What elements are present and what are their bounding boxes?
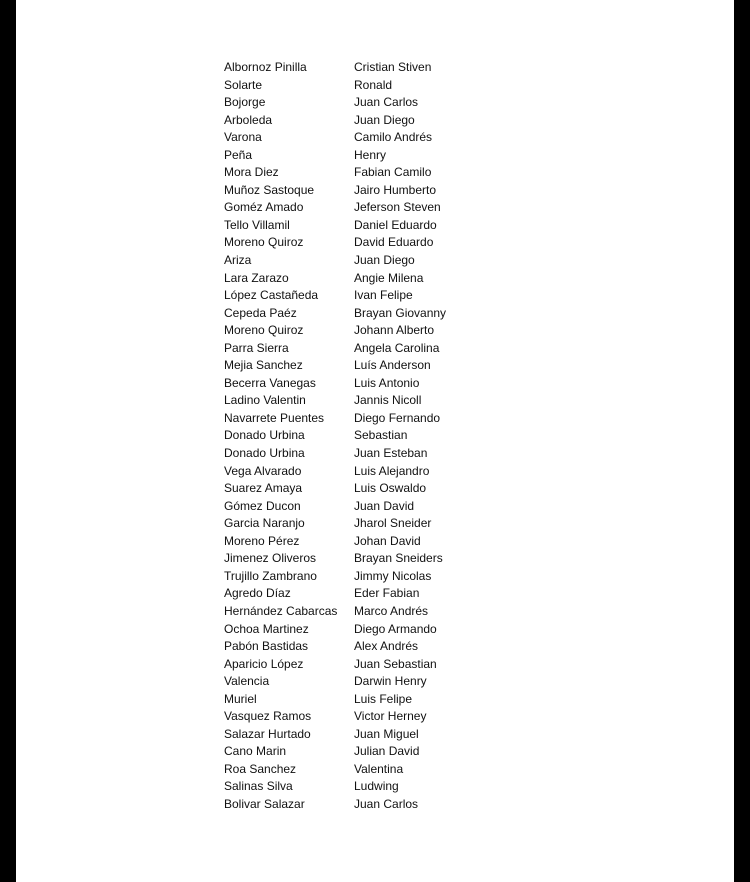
surname-cell: Peña bbox=[224, 147, 253, 162]
surname-cell: Muñoz Sastoque bbox=[224, 182, 315, 197]
name-row bbox=[224, 427, 446, 445]
given-name-cell: Valentina bbox=[354, 761, 404, 776]
given-name-cell: Sebastian bbox=[354, 428, 408, 443]
surname-cell: Bojorge bbox=[224, 95, 266, 110]
surname-cell: Roa Sanchez bbox=[224, 761, 297, 776]
name-row bbox=[224, 550, 446, 568]
surname-cell: Ariza bbox=[224, 253, 252, 268]
name-row bbox=[224, 638, 446, 656]
surname-cell: Navarrete Puentes bbox=[224, 410, 325, 425]
surname-cell: Garcia Naranjo bbox=[224, 516, 305, 531]
surname-cell: Mora Diez bbox=[224, 165, 279, 180]
given-name-cell: Juan Miguel bbox=[354, 726, 419, 741]
given-name-cell: Angela Carolina bbox=[354, 340, 440, 355]
given-name-cell: Juan Diego bbox=[354, 112, 415, 127]
given-name-cell: Darwin Henry bbox=[354, 674, 427, 689]
surname-cell: Lara Zarazo bbox=[224, 270, 289, 285]
name-row bbox=[224, 708, 446, 726]
given-name-cell: Brayan Sneiders bbox=[354, 551, 443, 566]
surname-cell: López Castañeda bbox=[224, 288, 319, 303]
given-name-cell: Ivan Felipe bbox=[354, 288, 413, 303]
name-row bbox=[224, 445, 446, 463]
given-name-cell: Angie Milena bbox=[354, 270, 424, 285]
given-name-cell: Eder Fabian bbox=[354, 586, 420, 601]
given-name-cell: Brayan Giovanny bbox=[354, 305, 447, 320]
given-name-cell: Juan Sebastian bbox=[354, 656, 437, 671]
given-name-cell: Johan David bbox=[354, 533, 421, 548]
name-row bbox=[224, 761, 446, 779]
surname-cell: Jimenez Oliveros bbox=[224, 551, 317, 566]
given-name-cell: Johann Alberto bbox=[354, 323, 435, 338]
surname-cell: Parra Sierra bbox=[224, 340, 289, 355]
name-row bbox=[224, 322, 446, 340]
given-name-cell: Diego Fernando bbox=[354, 410, 441, 425]
surname-cell: Agredo Díaz bbox=[224, 586, 291, 601]
given-name-cell: Alex Andrés bbox=[354, 639, 419, 654]
name-row bbox=[224, 234, 446, 252]
name-row bbox=[224, 129, 446, 147]
given-name-cell: Juan Carlos bbox=[354, 95, 419, 110]
name-row bbox=[224, 287, 446, 305]
surname-cell: Trujillo Zambrano bbox=[224, 568, 317, 583]
name-row bbox=[224, 340, 446, 358]
name-row bbox=[224, 621, 446, 639]
name-row bbox=[224, 357, 446, 375]
surname-cell: Valencia bbox=[224, 674, 270, 689]
name-row bbox=[224, 392, 446, 410]
given-name-cell: Jimmy Nicolas bbox=[354, 568, 432, 583]
given-name-cell: Juan Esteban bbox=[354, 446, 428, 461]
name-row bbox=[224, 533, 446, 551]
given-name-cell: Juan Carlos bbox=[354, 796, 419, 811]
document-page bbox=[16, 0, 734, 882]
surname-cell: Tello Villamil bbox=[224, 217, 290, 232]
given-name-cell: Jeferson Steven bbox=[354, 200, 441, 215]
given-name-cell: Jharol Sneider bbox=[354, 516, 432, 531]
given-name-cell: Luis Oswaldo bbox=[354, 481, 427, 496]
surname-cell: Moreno Pérez bbox=[224, 533, 300, 548]
given-name-cell: Juan David bbox=[354, 498, 415, 513]
name-row bbox=[224, 147, 446, 165]
name-row bbox=[224, 463, 446, 481]
surname-cell: Ladino Valentin bbox=[224, 393, 306, 408]
surname-cell: Moreno Quiroz bbox=[224, 235, 304, 250]
given-name-cell: Daniel Eduardo bbox=[354, 217, 437, 232]
surname-cell: Donado Urbina bbox=[224, 446, 305, 461]
name-row bbox=[224, 270, 446, 288]
name-row bbox=[224, 480, 446, 498]
given-name-cell: Jairo Humberto bbox=[354, 182, 437, 197]
given-name-cell: Julian David bbox=[354, 744, 420, 759]
surname-cell: Albornoz Pinilla bbox=[224, 60, 307, 74]
surname-cell: Mejia Sanchez bbox=[224, 358, 303, 373]
name-row bbox=[224, 217, 446, 235]
name-row bbox=[224, 199, 446, 217]
name-row bbox=[224, 375, 446, 393]
surname-cell: Pabón Bastidas bbox=[224, 639, 309, 654]
name-row bbox=[224, 515, 446, 533]
surname-cell: Bolivar Salazar bbox=[224, 796, 305, 811]
name-row bbox=[224, 112, 446, 130]
given-name-cell: Ronald bbox=[354, 77, 393, 92]
given-name-cell: Fabian Camilo bbox=[354, 165, 432, 180]
given-name-cell: Diego Armando bbox=[354, 621, 437, 636]
name-row bbox=[224, 410, 446, 428]
surname-cell: Aparicio López bbox=[224, 656, 304, 671]
name-row bbox=[224, 94, 446, 112]
surname-cell: Hernández Cabarcas bbox=[224, 603, 338, 618]
surname-cell: Ochoa Martinez bbox=[224, 621, 309, 636]
surname-cell: Varona bbox=[224, 130, 262, 145]
name-list bbox=[224, 59, 446, 814]
name-row bbox=[224, 164, 446, 182]
surname-cell: Becerra Vanegas bbox=[224, 375, 316, 390]
given-name-cell: Jannis Nicoll bbox=[354, 393, 422, 408]
name-row bbox=[224, 603, 446, 621]
given-name-cell: Henry bbox=[354, 147, 387, 162]
name-row bbox=[224, 796, 446, 814]
given-name-cell: Luis Antonio bbox=[354, 375, 420, 390]
name-row bbox=[224, 305, 446, 323]
name-row bbox=[224, 182, 446, 200]
name-row bbox=[224, 568, 446, 586]
surname-cell: Vega Alvarado bbox=[224, 463, 302, 478]
given-name-cell: Victor Herney bbox=[354, 709, 427, 724]
surname-cell: Solarte bbox=[224, 77, 263, 92]
surname-cell: Vasquez Ramos bbox=[224, 709, 312, 724]
given-name-cell: Marco Andrés bbox=[354, 603, 429, 618]
name-row bbox=[224, 778, 446, 796]
name-row bbox=[224, 252, 446, 270]
surname-cell: Gómez Ducon bbox=[224, 498, 301, 513]
surname-cell: Suarez Amaya bbox=[224, 481, 303, 496]
name-row bbox=[224, 59, 446, 77]
name-row bbox=[224, 691, 446, 709]
surname-cell: Salazar Hurtado bbox=[224, 726, 311, 741]
surname-cell: Donado Urbina bbox=[224, 428, 305, 443]
surname-cell: Muriel bbox=[224, 691, 257, 706]
surname-cell: Moreno Quiroz bbox=[224, 323, 304, 338]
surname-cell: Cano Marin bbox=[224, 744, 287, 759]
name-row bbox=[224, 743, 446, 761]
name-row bbox=[224, 585, 446, 603]
given-name-cell: Juan Diego bbox=[354, 253, 415, 268]
surname-cell: Salinas Silva bbox=[224, 779, 293, 794]
given-name-cell: Cristian Stiven bbox=[354, 60, 432, 74]
surname-cell: Goméz Amado bbox=[224, 200, 304, 215]
name-row bbox=[224, 726, 446, 744]
given-name-cell: Ludwing bbox=[354, 779, 399, 794]
given-name-cell: David Eduardo bbox=[354, 235, 434, 250]
name-row bbox=[224, 673, 446, 691]
surname-cell: Cepeda Paéz bbox=[224, 305, 297, 320]
given-name-cell: Luís Anderson bbox=[354, 358, 431, 373]
name-row bbox=[224, 656, 446, 674]
name-row bbox=[224, 77, 446, 95]
name-row bbox=[224, 498, 446, 516]
given-name-cell: Luis Alejandro bbox=[354, 463, 430, 478]
given-name-cell: Camilo Andrés bbox=[354, 130, 433, 145]
given-name-cell: Luis Felipe bbox=[354, 691, 413, 706]
surname-cell: Arboleda bbox=[224, 112, 273, 127]
